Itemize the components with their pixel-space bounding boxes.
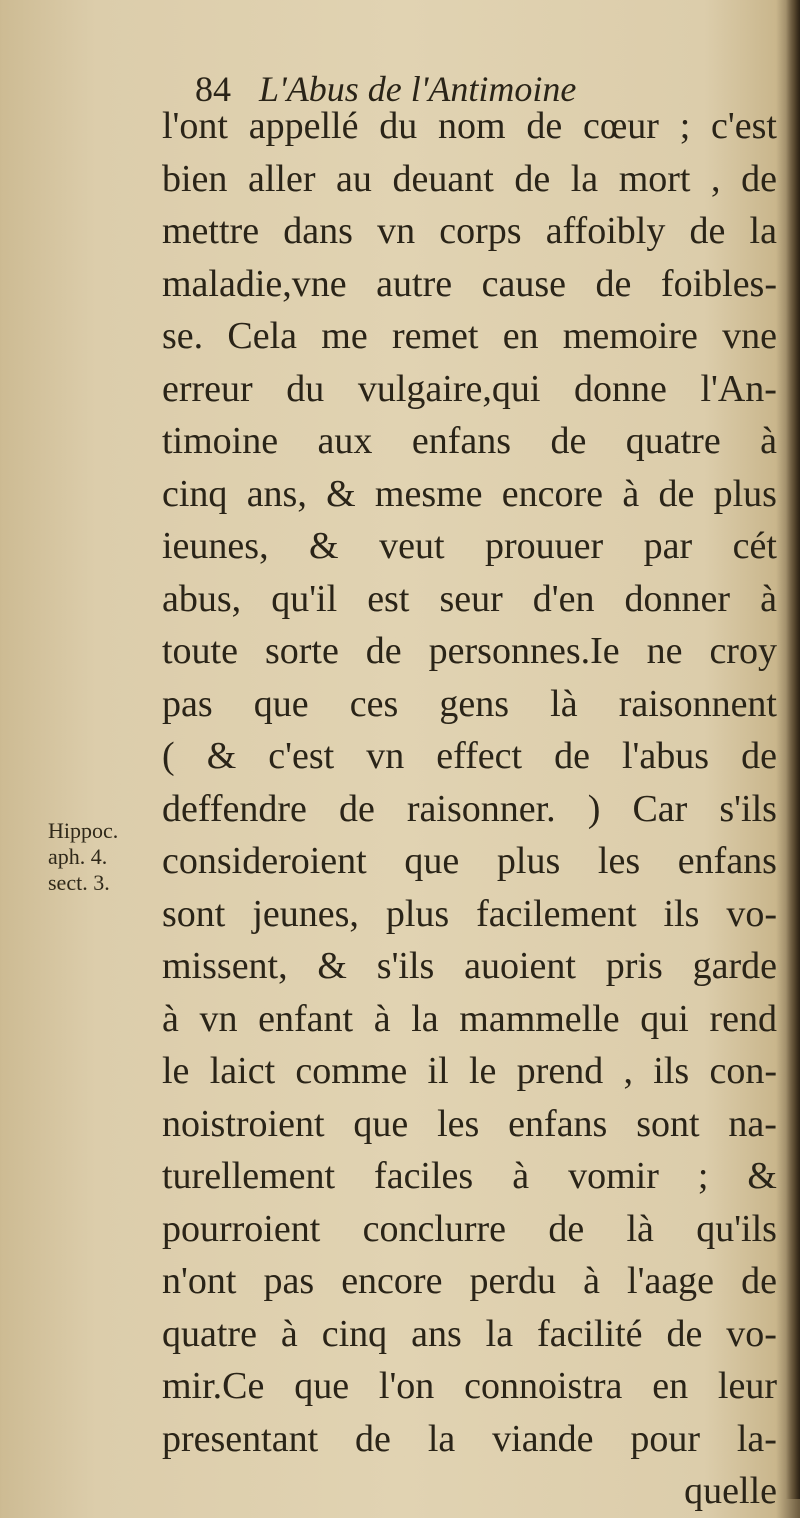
- text-line: quatre à cinq ans la facilité de vo-: [162, 1312, 777, 1355]
- text-line: mettre dans vn corps affoibly de la: [162, 210, 777, 252]
- text-line: turellement faciles à vomir ; &: [162, 1155, 777, 1197]
- margin-note: [48, 818, 118, 896]
- margin-note-line: Hippoc.: [48, 818, 119, 843]
- text-line: abus, qu'il est seur d'en donner à: [162, 577, 777, 620]
- text-line: cinq ans, & mesme encore à de plus: [162, 472, 777, 515]
- page-number: 84: [195, 69, 231, 109]
- text-line: ( & c'est vn effect de l'abus de: [162, 735, 777, 777]
- text-line: à vn enfant à la mammelle qui rend: [162, 997, 777, 1040]
- margin-note-line: aph. 4.: [48, 844, 108, 869]
- margin-note-line: sect. 3.: [48, 870, 110, 895]
- running-title: L'Abus de l'Antimoine: [259, 69, 577, 109]
- text-line: pourroient conclurre de là qu'ils: [162, 1207, 777, 1250]
- text-line: pas que ces gens là raisonnent: [162, 682, 777, 725]
- page-edge-shadow: [786, 0, 800, 1499]
- text-line: missent, & s'ils auoient pris garde: [162, 945, 777, 987]
- text-line: ieunes, & veut prouuer par cét: [162, 525, 777, 567]
- text-line: deffendre de raisonner. ) Car s'ils: [162, 787, 777, 830]
- text-line: bien aller au deuant de la mort , de: [162, 157, 777, 200]
- text-line: mir.Ce que l'on connoistra en leur: [162, 1365, 777, 1407]
- text-line: noistroient que les enfans sont na-: [162, 1102, 777, 1145]
- text-line: le laict comme il le prend , ils con-: [162, 1050, 777, 1092]
- text-line: presentant de la viande pour la-: [162, 1417, 777, 1460]
- text-line: l'ont appellé du nom de cœur ; c'est: [162, 105, 777, 147]
- text-line: timoine aux enfans de quatre à: [162, 420, 777, 462]
- text-line: se. Cela me remet en memoire vne: [162, 315, 777, 357]
- text-line: n'ont pas encore perdu à l'aage de: [162, 1260, 777, 1302]
- text-line: toute sorte de personnes.Ie ne croy: [162, 630, 777, 672]
- text-line: erreur du vulgaire,qui donne l'An-: [162, 367, 777, 410]
- text-line: sont jeunes, plus facilement ils vo-: [162, 892, 777, 935]
- body-text: [162, 100, 777, 1518]
- text-line: quelle: [684, 1470, 777, 1512]
- text-line: maladie,vne autre cause de foibles-: [162, 262, 777, 305]
- text-line: consideroient que plus les enfans: [162, 840, 777, 882]
